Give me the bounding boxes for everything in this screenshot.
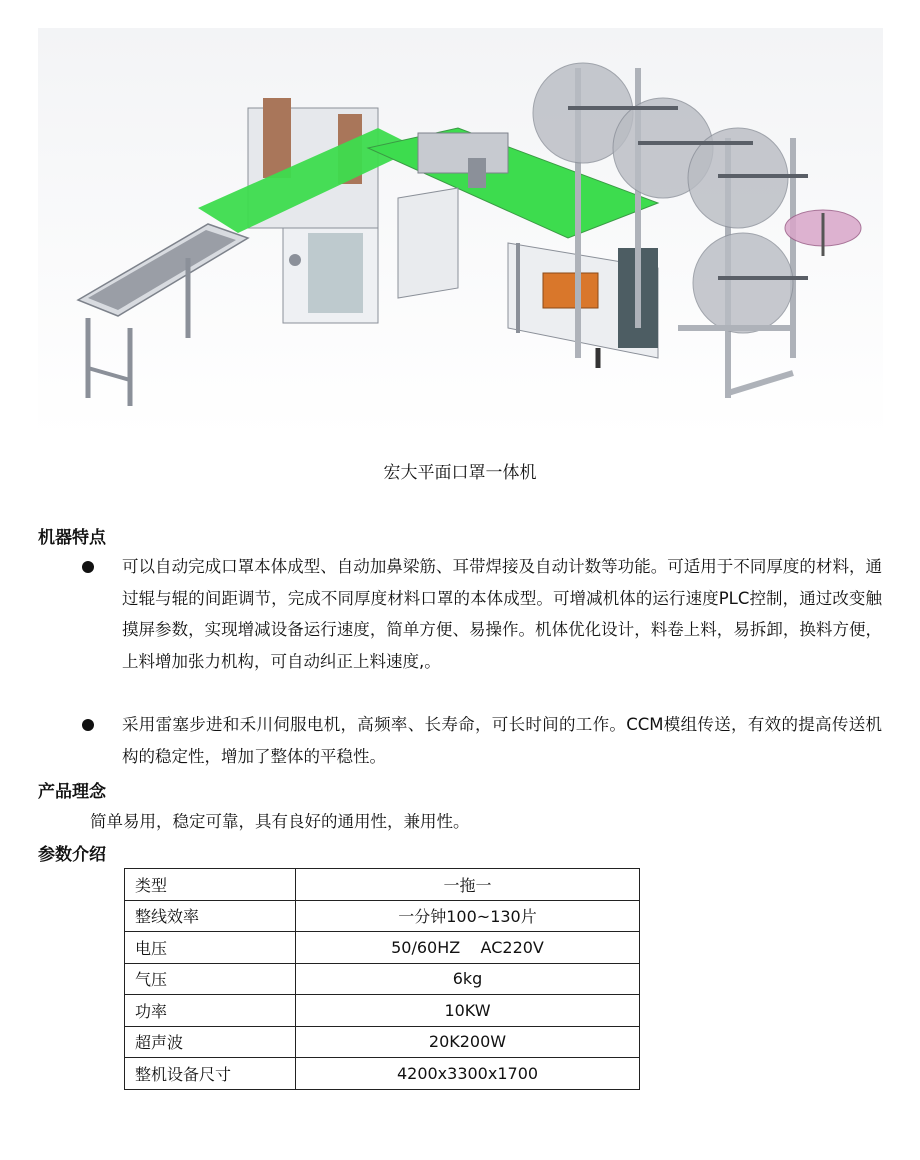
- param-key: 电压: [125, 932, 296, 964]
- forming-unit: [198, 98, 418, 323]
- table-row: [125, 995, 640, 1027]
- param-value: 20K200W: [296, 1026, 640, 1058]
- table-row: [125, 1058, 640, 1090]
- param-value: 4200x3300x1700: [296, 1058, 640, 1090]
- params-heading: 参数介绍: [38, 845, 106, 865]
- param-value: 50/60HZ AC220V: [296, 932, 640, 964]
- param-value: 6kg: [296, 963, 640, 995]
- concept-heading: 产品理念: [38, 782, 106, 802]
- nose-wire-reel: [785, 210, 861, 256]
- param-key: 整机设备尺寸: [125, 1058, 296, 1090]
- concept-text: 简单易用，稳定可靠，具有良好的通用性，兼用性。: [90, 812, 470, 831]
- feature-paragraph-2: 采用雷塞步进和禾川伺服电机，高频率、长寿命，可长时间的工作。CCM模组传送，有效的提高传送机构的稳定性，增加了整体的平稳性。: [122, 715, 882, 766]
- param-key: 气压: [125, 963, 296, 995]
- param-value: 一拖一: [296, 869, 640, 901]
- bullet-icon: [82, 561, 94, 573]
- conveyor: [78, 224, 248, 406]
- param-key: 类型: [125, 869, 296, 901]
- table-row: [125, 869, 640, 901]
- param-key: 超声波: [125, 1026, 296, 1058]
- param-key: 整线效率: [125, 900, 296, 932]
- table-row: [125, 1026, 640, 1058]
- main-table: [368, 128, 658, 368]
- table-row: [125, 900, 640, 932]
- feature-paragraph-1: 可以自动完成口罩本体成型、自动加鼻梁筋、耳带焊接及自动计数等功能。可适用于不同厚度的材料，通过辊与辊的间距调节，完成不同厚度材料口罩的本体成型。可增减机体的运行速度PLC控制，通过改变触摸屏参数，实现增减设备运行速度，简单方便、易操作。机体优化设计，料卷上料，易拆卸，换料方便，上料增加张力机构，可自动纠正上料速度,。: [122, 557, 882, 671]
- figure-caption: 宏大平面口罩一体机: [383, 463, 537, 483]
- features-heading: 机器特点: [38, 528, 106, 548]
- machine-illustration: [38, 28, 883, 438]
- param-value: 一分钟100~130片: [296, 900, 640, 932]
- table-row: [125, 932, 640, 964]
- params-table: [124, 868, 640, 1090]
- bullet-icon: [82, 719, 94, 731]
- param-value: 10KW: [296, 995, 640, 1027]
- table-row: [125, 963, 640, 995]
- param-key: 功率: [125, 995, 296, 1027]
